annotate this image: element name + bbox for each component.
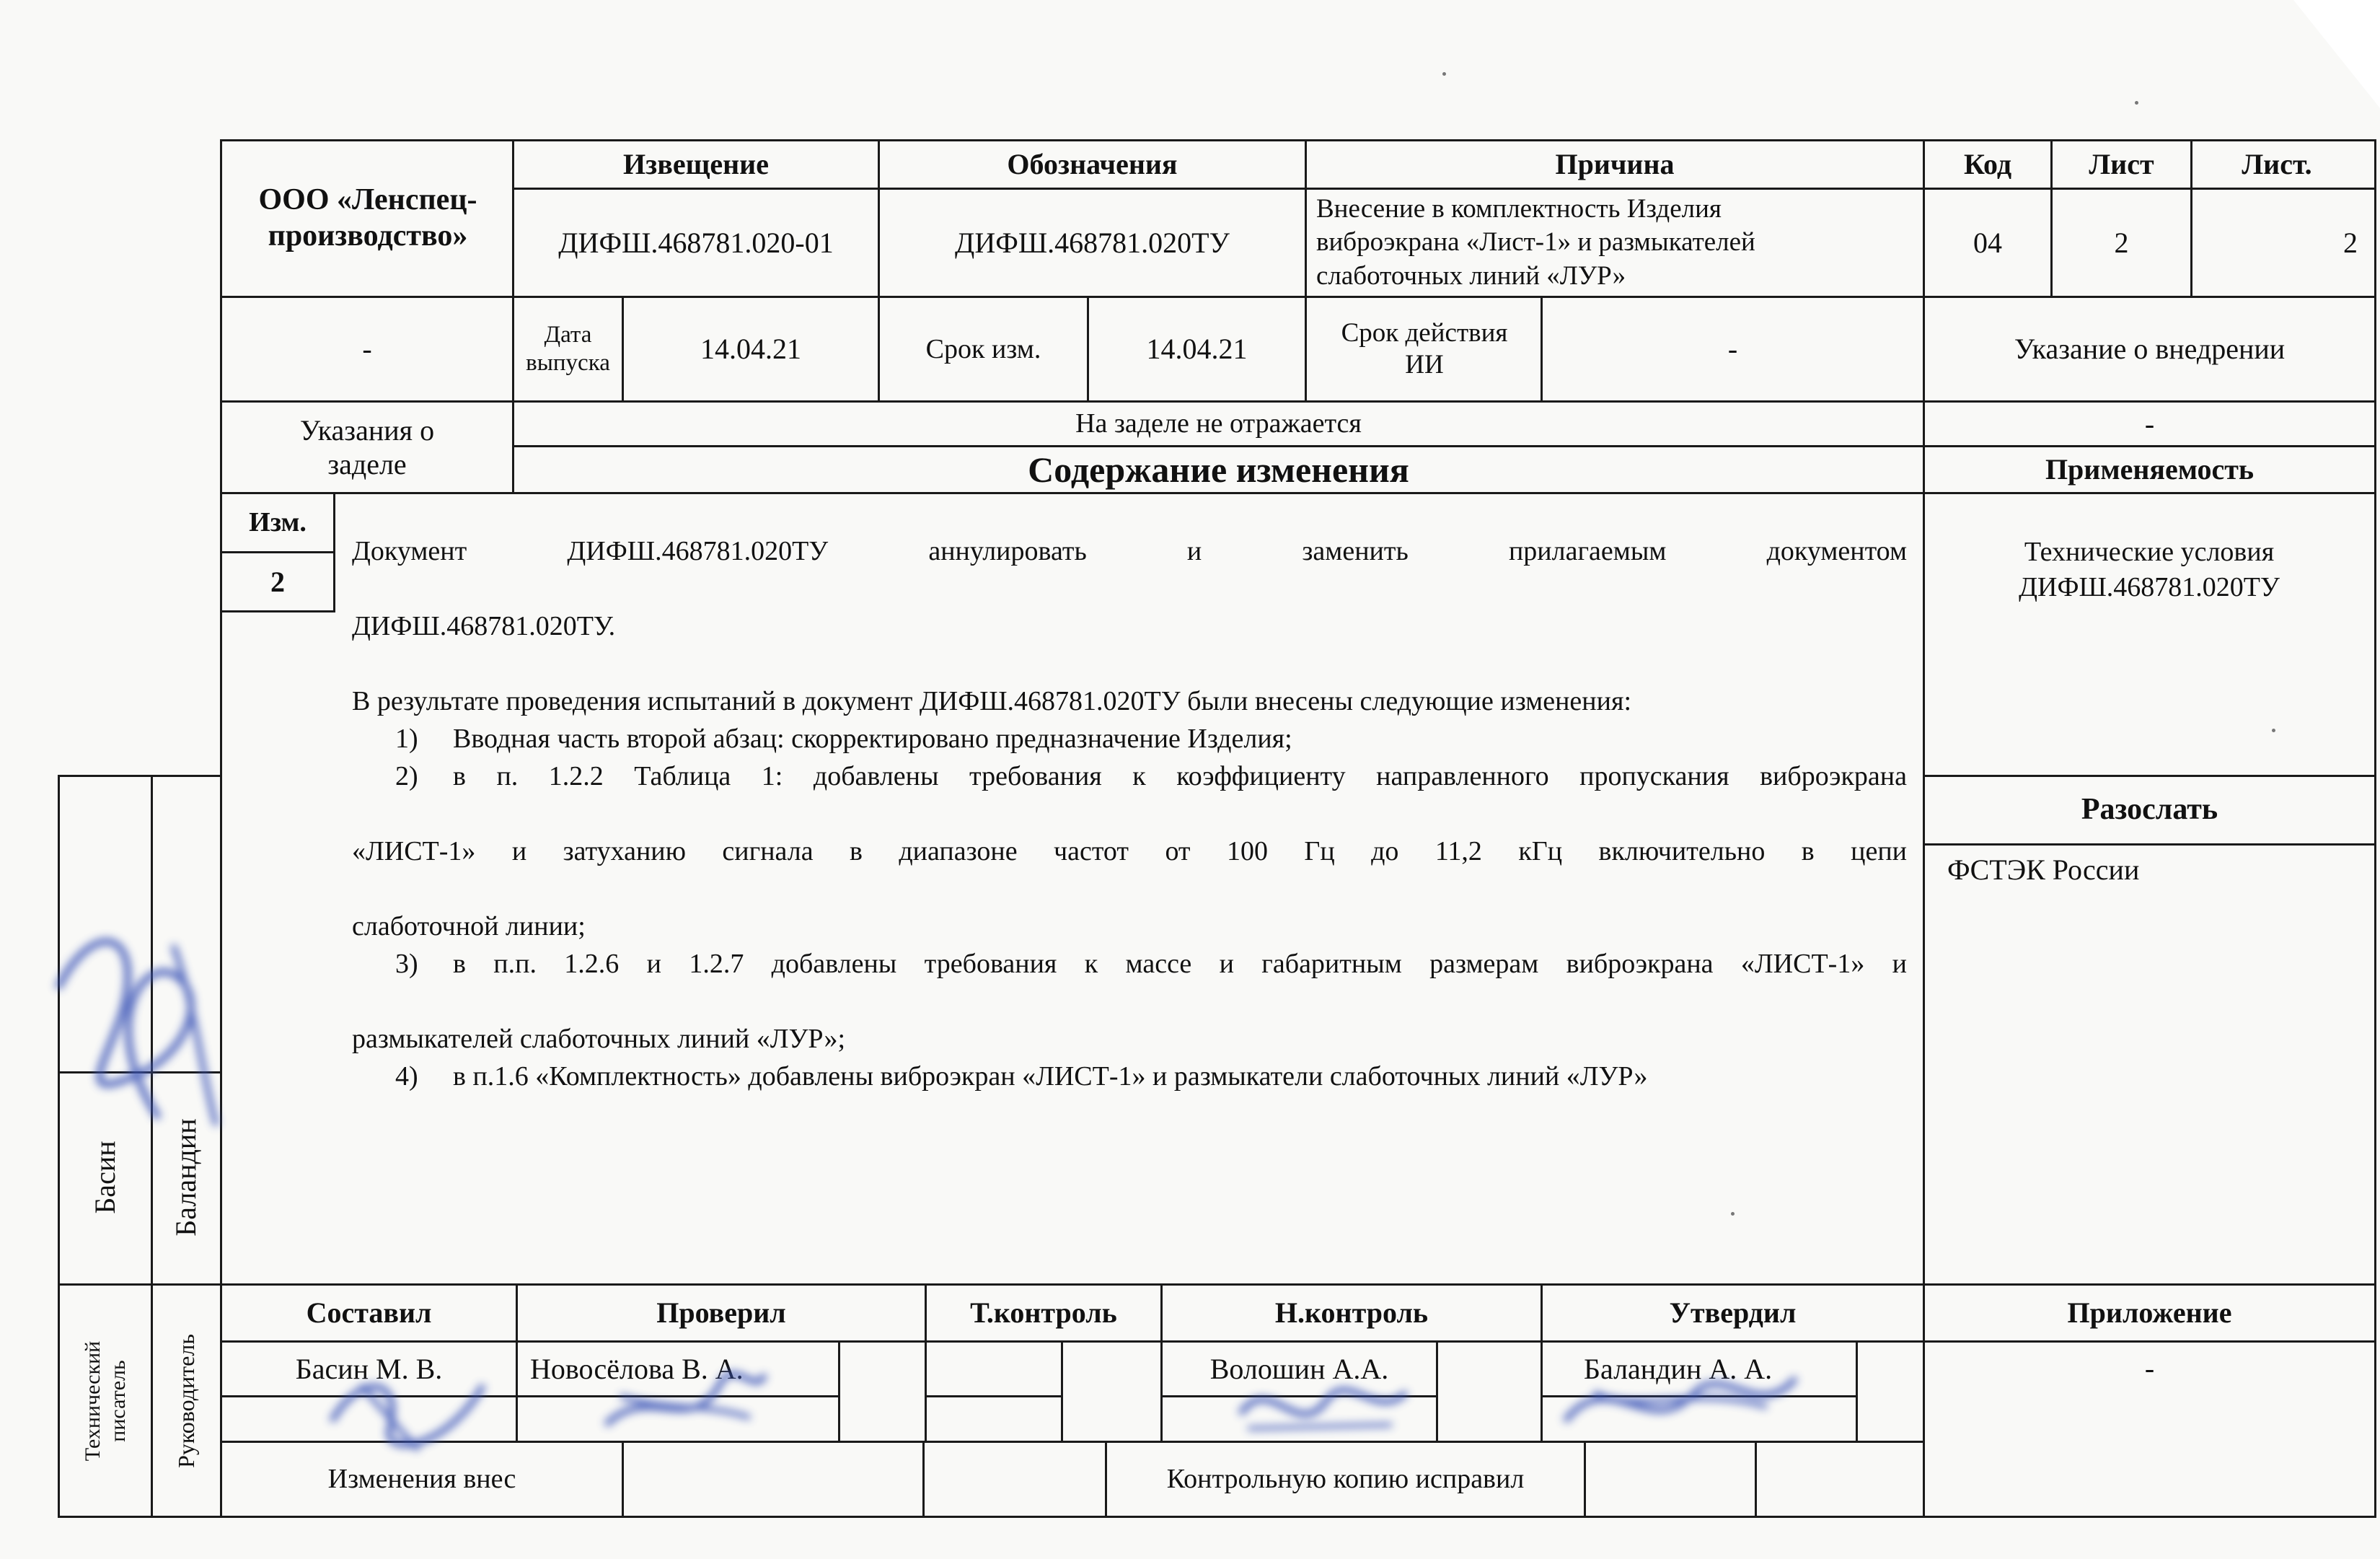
speck: [1442, 72, 1446, 76]
sig-row-utverdil-date: [1856, 1340, 1925, 1443]
side-tech-pisatel: Технический писатель: [81, 1340, 130, 1462]
change-item-text: Вводная часть второй абзац: скорректировано предназначение Изделия;: [453, 724, 1292, 754]
srok-deistviya-label: Срок действия ИИ: [1341, 318, 1508, 379]
signature-sostavil: [317, 1356, 498, 1464]
signature-basin-side: [29, 887, 245, 1147]
change-item-line: «ЛИСТ-1» и затуханию сигнала в диапазоне частот от 100 Гц до 11,2 кГц включительно в цепи: [352, 836, 1907, 866]
kod-label: Код: [1963, 148, 2012, 181]
change-item: [352, 945, 1907, 1058]
nkontrol-name: Волошин А.А.: [1209, 1352, 1389, 1385]
content-para1-line1: Документ ДИФШ.468781.020ТУ аннулировать и заменить прилагаемым документом: [352, 536, 1907, 566]
soderzhanie-title: Содержание изменения: [1028, 449, 1409, 490]
sig-row-nkontrol-date: [1436, 1340, 1543, 1443]
list-label: Лист: [2089, 148, 2154, 181]
primenyaemost-label: Применяемость: [2045, 453, 2255, 486]
proveril-name: Новосёлова В. А.: [530, 1352, 744, 1385]
org-name: ООО «Ленспец-производство»: [258, 183, 477, 252]
kontr-kopiya-sign-cell: [1584, 1441, 1757, 1518]
data-vypuska-value: 14.04.21: [700, 333, 801, 366]
izv-label: Извещение: [623, 148, 769, 181]
prichina-label: Причина: [1555, 148, 1675, 181]
kod-value: 04: [1973, 226, 2002, 259]
srok-izm-value: 14.04.21: [1146, 333, 1248, 366]
srok-izm-label: Срок изм.: [925, 333, 1041, 364]
footer-nkontrol: Н.контроль: [1274, 1296, 1429, 1330]
oboz-value: ДИФШ.468781.020ТУ: [955, 226, 1230, 259]
folded-corner: [2293, 0, 2380, 108]
zadel-value: На заделе не отражается: [1075, 408, 1362, 439]
change-item-text: в п. 1.2.2 Таблица 1: добавлены требования к коэффициенту направленного пропускания виброэкрана: [453, 761, 1907, 791]
content-text: [352, 532, 1907, 1095]
ukazaniya-zadel: Указания о заделе: [299, 413, 435, 480]
change-item-text: в п.1.6 «Комплектность» добавлены виброэкран «ЛИСТ-1» и размыкатели слаботочных линий «ЛУР»: [453, 1061, 1648, 1092]
speck: [2135, 101, 2138, 105]
change-item-line: [352, 945, 1907, 1020]
change-item: [352, 1058, 1907, 1095]
change-item-line: размыкателей слаботочных линий «ЛУР»;: [352, 1024, 846, 1054]
footer-prilozhenie: Приложение: [2067, 1296, 2232, 1330]
listov-label: Лист.: [2242, 148, 2312, 181]
signature-nkontrol: [1226, 1356, 1414, 1450]
prilozhenie-value: -: [2144, 1352, 2155, 1385]
listov-value: 2: [2343, 226, 2358, 259]
change-item: [352, 720, 1907, 757]
change-item-number: 1): [395, 724, 418, 754]
izv-value: ДИФШ.468781.020-01: [558, 226, 834, 259]
kontr-kopiya-date-cell: [1755, 1441, 1925, 1518]
razoslat-value: ФСТЭК России: [1947, 853, 2140, 887]
footer-utverdil: Утвердил: [1669, 1296, 1797, 1330]
sig-row-tkontrol-b: [925, 1395, 1063, 1443]
kontr-kopiya: Контрольную копию исправил: [1166, 1464, 1525, 1495]
content-para2: В результате проведения испытаний в документ ДИФШ.468781.020ТУ были внесены следующие изменения:: [352, 686, 1631, 716]
list-value: 2: [2114, 226, 2129, 259]
izm-vnes: Изменения внес: [327, 1464, 516, 1495]
oboz-label: Обозначения: [1007, 148, 1178, 181]
change-item-number: 3): [395, 949, 418, 979]
speck: [2272, 729, 2275, 732]
zadel-dash: -: [2144, 407, 2155, 440]
side-basin: Басин: [89, 1141, 121, 1214]
change-item-number: 4): [395, 1061, 418, 1092]
change-item: [352, 757, 1907, 945]
izm-vnes-date-cell: [922, 1441, 1107, 1518]
change-item-line: [352, 720, 1907, 757]
side-rukovoditel: Руководитель: [173, 1334, 199, 1468]
srok-deistviya-value: -: [1727, 333, 1738, 366]
footer-sostavil: Составил: [306, 1296, 432, 1330]
izm-value: 2: [270, 565, 285, 598]
signature-utverdil: [1551, 1349, 1810, 1450]
data-vypuska-label: Дата выпуска: [526, 322, 610, 376]
sig-row-tkontrol-date: [1061, 1340, 1163, 1443]
footer-tkontrol: Т.контроль: [970, 1296, 1117, 1330]
change-item-text: в п.п. 1.2.6 и 1.2.7 добавлены требования к массе и габаритным размерам виброэкрана «ЛИСТ-1» и: [453, 949, 1907, 979]
ukazanie-vnedr: Указание о внедрении: [2014, 333, 2286, 366]
signature-proveril: [591, 1353, 779, 1454]
change-item-number: 2): [395, 761, 418, 791]
change-item-line: [352, 757, 1907, 833]
prichina-value: Внесение в комплектность Изделия виброэкрана «Лист-1» и размыкателей слаботочных линий «ЛУР»: [1316, 194, 1755, 291]
sostavil-name: Басин М. В.: [295, 1352, 443, 1385]
sig-row-proveril-date: [838, 1340, 927, 1443]
speck: [1731, 1212, 1735, 1216]
content-para1-line2: ДИФШ.468781.020ТУ.: [352, 611, 616, 641]
razoslat-label: Разослать: [2081, 793, 2218, 827]
primen-value: Технические условия ДИФШ.468781.020ТУ: [2019, 536, 2280, 602]
utverdil-name: Баландин А. А.: [1584, 1352, 1773, 1385]
sig-row-tkontrol-a: [925, 1340, 1063, 1397]
change-item-line: слаботочной линии;: [352, 911, 586, 941]
side-balandin: Баландин: [169, 1118, 202, 1237]
changes-list: [352, 720, 1907, 1095]
dash-value: -: [362, 333, 372, 366]
change-item-line: [352, 1058, 1907, 1095]
razoslat-value-cell: [1923, 843, 2376, 1286]
izm-label: Изм.: [249, 507, 307, 538]
footer-proveril: Проверил: [656, 1296, 786, 1330]
